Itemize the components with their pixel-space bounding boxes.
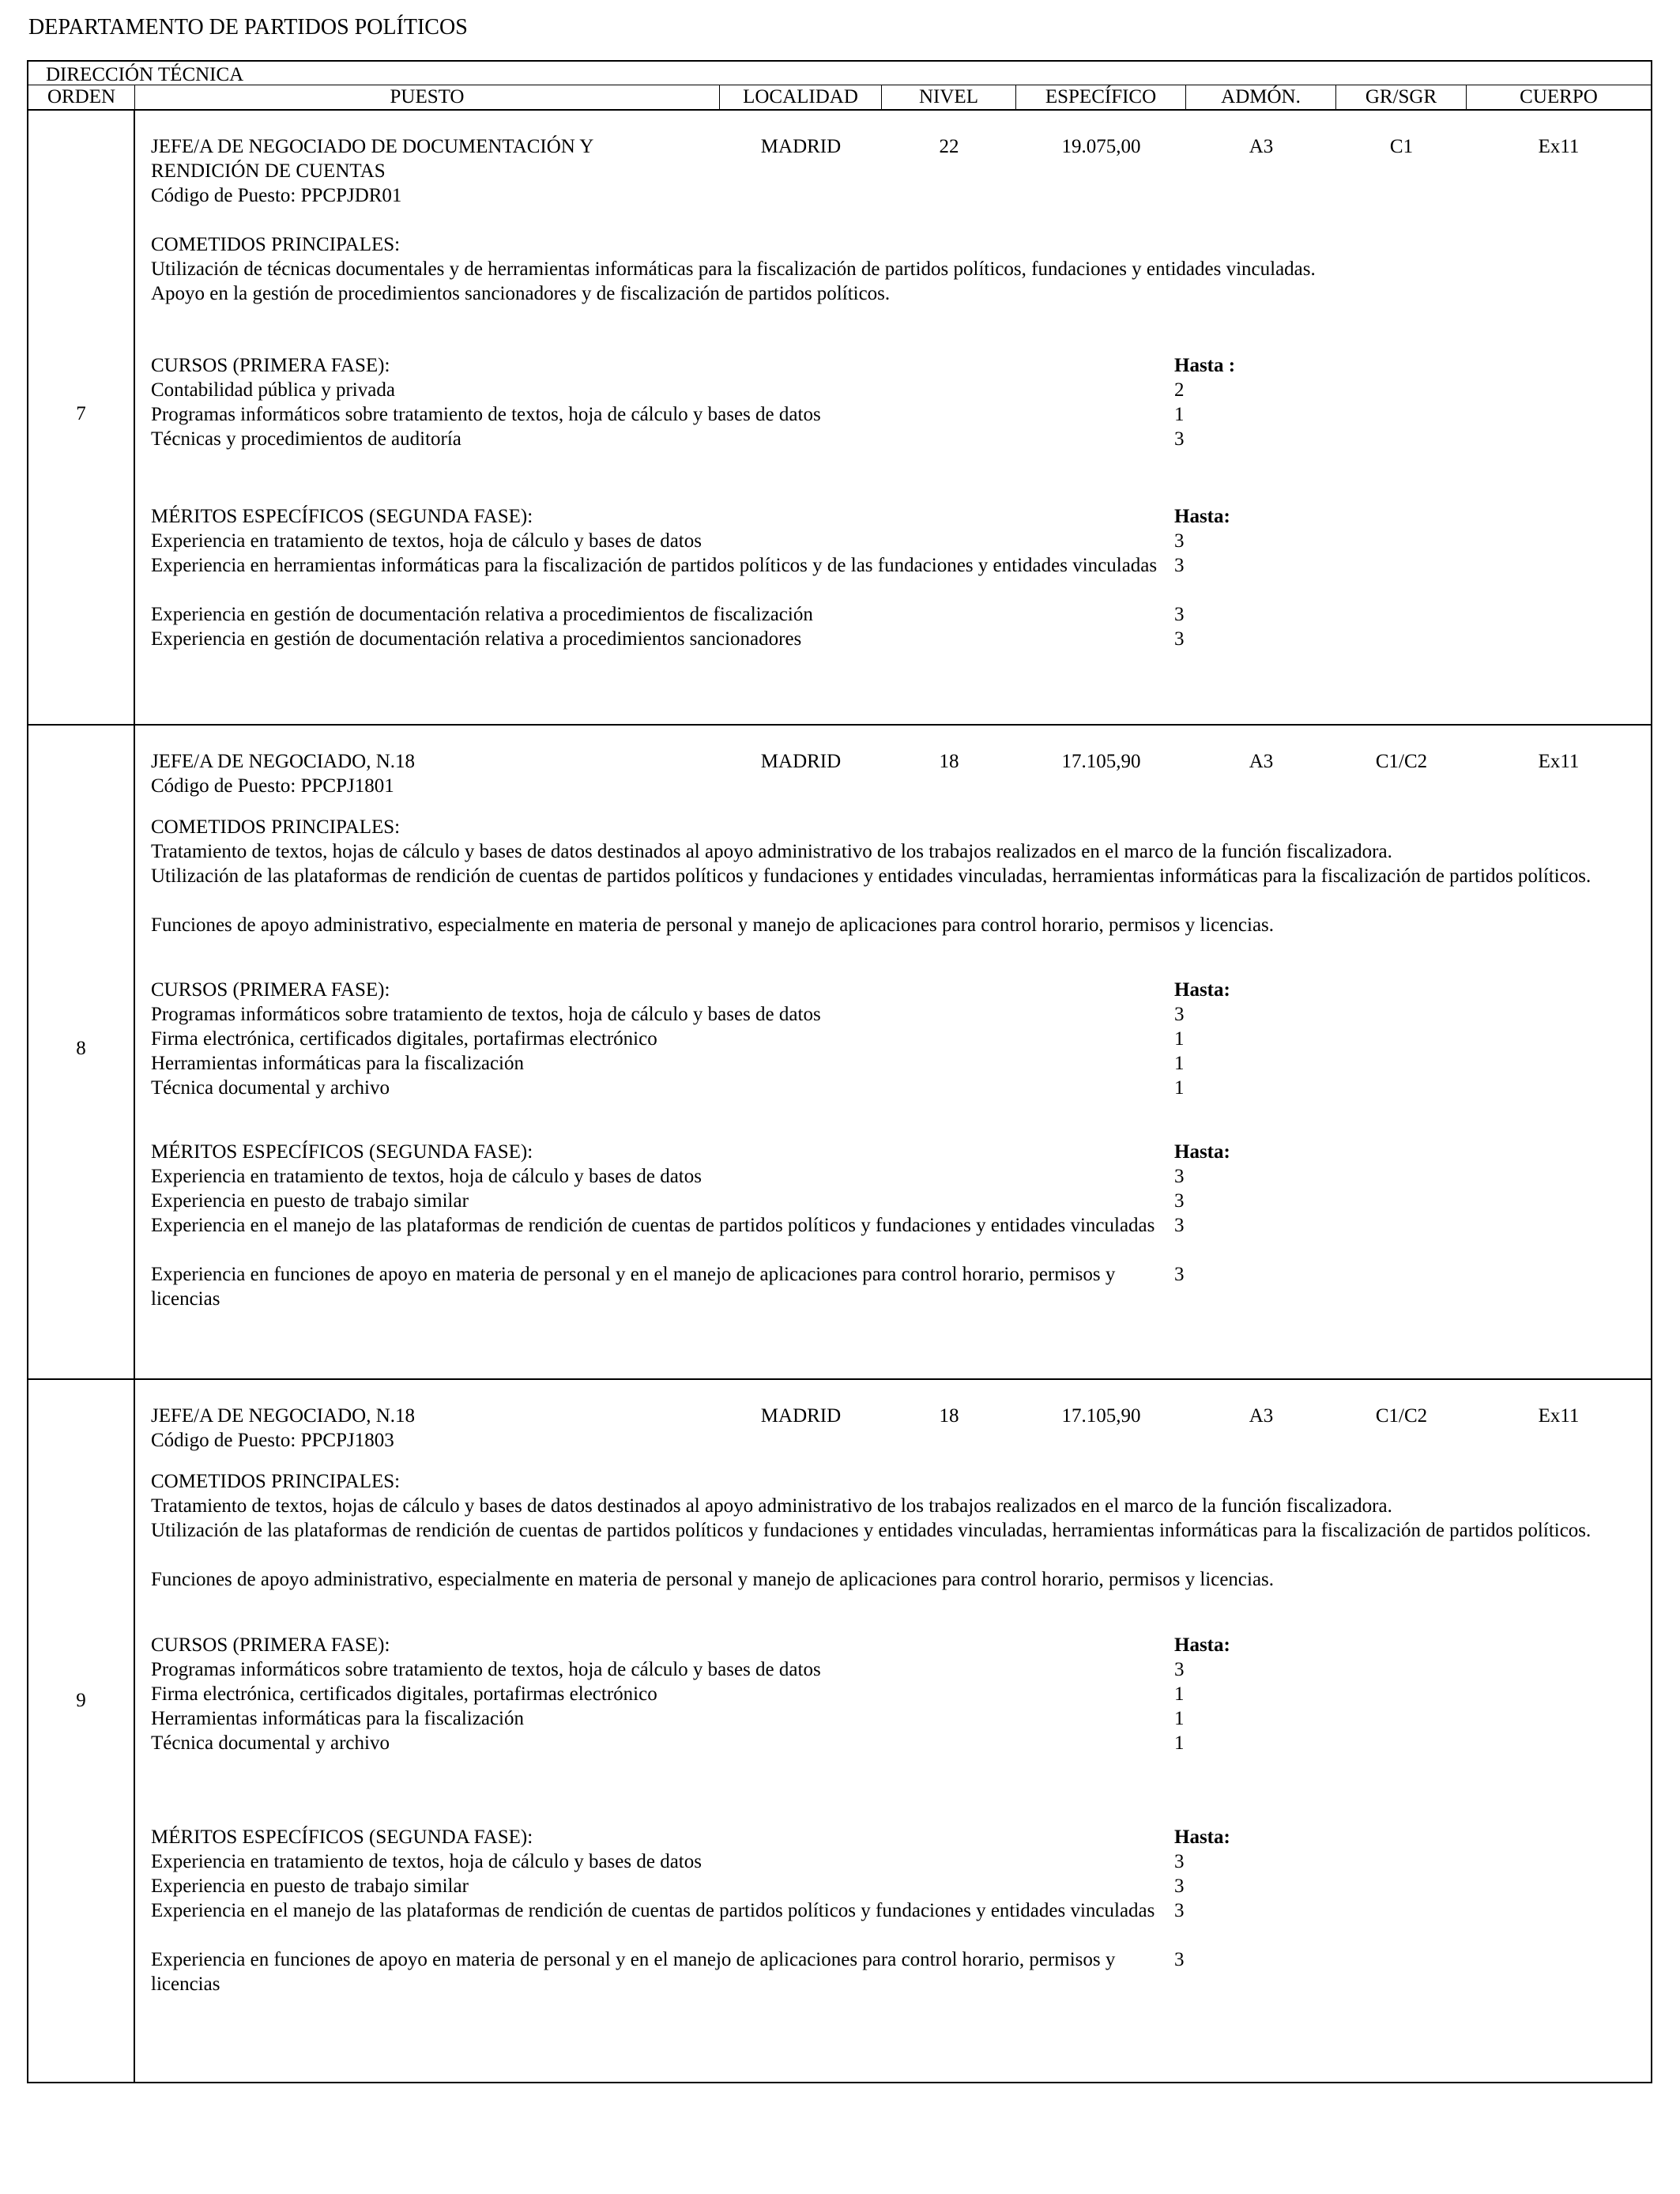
orden-value: 9 <box>76 1690 86 1711</box>
curso-score: 1 <box>1174 1708 1185 1729</box>
orden-value: 7 <box>76 403 86 424</box>
merito-score: 3 <box>1174 1851 1185 1872</box>
merito-item: Experiencia en tratamiento de textos, hoja de cálculo y bases de datos <box>151 1166 702 1187</box>
cursos-heading: CURSOS (PRIMERA FASE): <box>151 355 390 376</box>
merito-item: Experiencia en funciones de apoyo en materia de personal y en el manejo de aplicaciones para control horario, permisos y licencias <box>151 1949 1116 1995</box>
localidad-value: MADRID <box>760 751 842 772</box>
merito-score: 3 <box>1174 604 1185 625</box>
column-header-row <box>28 85 1651 111</box>
merito-item: Experiencia en herramientas informáticas para la fiscalización de partidos políticos y de las fundaciones y entidades vinculadas <box>151 555 1158 576</box>
orden-cell <box>28 1380 135 2082</box>
curso-score: 3 <box>1174 1004 1185 1025</box>
merito-score: 3 <box>1174 1190 1185 1212</box>
merito-item: Experiencia en el manejo de las plataformas de rendición de cuentas de partidos políticos y fundaciones y entidades vinculadas <box>151 1215 1155 1236</box>
cometidos-heading: COMETIDOS PRINCIPALES: <box>151 1471 401 1492</box>
curso-score: 1 <box>1174 1077 1185 1099</box>
section-title: DIRECCIÓN TÉCNICA <box>46 64 244 85</box>
column-header-localidad: LOCALIDAD <box>720 85 882 109</box>
meritos-heading: MÉRITOS ESPECÍFICOS (SEGUNDA FASE): <box>151 1141 533 1163</box>
curso-item: Técnicas y procedimientos de auditoría <box>151 428 461 450</box>
table-row <box>28 111 1651 726</box>
curso-score: 3 <box>1174 1659 1185 1680</box>
admon-value: A3 <box>1249 136 1274 157</box>
puesto-title: JEFE/A DE NEGOCIADO, N.18 <box>151 1405 416 1427</box>
column-header-orden: ORDEN <box>28 85 135 109</box>
merito-item: Experiencia en el manejo de las plataformas de rendición de cuentas de partidos políticos y fundaciones y entidades vinculadas <box>151 1900 1155 1921</box>
merito-item: Experiencia en puesto de trabajo similar <box>151 1875 469 1897</box>
meritos-hasta-label: Hasta: <box>1174 1826 1230 1848</box>
column-header-cuerpo: CUERPO <box>1520 86 1598 107</box>
meritos-hasta-label: Hasta: <box>1174 506 1230 527</box>
puesto-code: Código de Puesto: PPCPJ1801 <box>151 775 394 797</box>
curso-item: Programas informáticos sobre tratamiento de textos, hoja de cálculo y bases de datos <box>151 1659 821 1680</box>
curso-item: Contabilidad pública y privada <box>151 379 395 401</box>
especifico-value: 17.105,90 <box>1061 1405 1141 1427</box>
curso-item: Programas informáticos sobre tratamiento de textos, hoja de cálculo y bases de datos <box>151 404 821 425</box>
merito-score: 3 <box>1174 530 1185 552</box>
curso-item: Técnica documental y archivo <box>151 1077 390 1099</box>
orden-cell <box>28 111 135 724</box>
cursos-hasta-label: Hasta: <box>1174 1634 1230 1656</box>
meritos-hasta-label: Hasta: <box>1174 1141 1230 1163</box>
curso-item: Firma electrónica, certificados digitales, portafirmas electrónico <box>151 1028 657 1050</box>
column-header-puesto: PUESTO <box>135 85 720 109</box>
merito-score: 3 <box>1174 1949 1185 1970</box>
puesto-title: JEFE/A DE NEGOCIADO DE DOCUMENTACIÓN Y RENDICIÓN DE CUENTAS <box>151 136 593 182</box>
cometido-item: Tratamiento de textos, hojas de cálculo y bases de datos destinados al apoyo administrativo de los trabajos realizados en el marco de la función fiscalizadora. <box>151 841 1392 862</box>
cometidos-heading: COMETIDOS PRINCIPALES: <box>151 234 401 255</box>
page-title: DEPARTAMENTO DE PARTIDOS POLÍTICOS <box>28 15 468 40</box>
puesto-code: Código de Puesto: PPCPJDR01 <box>151 185 402 206</box>
cursos-heading: CURSOS (PRIMERA FASE): <box>151 1634 390 1656</box>
curso-score: 1 <box>1174 1732 1185 1754</box>
merito-score: 3 <box>1174 628 1185 650</box>
cuerpo-value: Ex11 <box>1538 1405 1580 1427</box>
curso-item: Firma electrónica, certificados digitales, portafirmas electrónico <box>151 1683 657 1705</box>
admon-value: A3 <box>1249 751 1274 772</box>
merito-score: 3 <box>1174 555 1185 576</box>
admon-value: A3 <box>1249 1405 1274 1427</box>
orden-value: 8 <box>76 1038 86 1059</box>
cuerpo-value: Ex11 <box>1538 751 1580 772</box>
curso-item: Programas informáticos sobre tratamiento de textos, hoja de cálculo y bases de datos <box>151 1004 821 1025</box>
localidad-value: MADRID <box>760 136 842 157</box>
curso-score: 1 <box>1174 1028 1185 1050</box>
merito-item: Experiencia en tratamiento de textos, hoja de cálculo y bases de datos <box>151 530 702 552</box>
merito-item: Experiencia en gestión de documentación relativa a procedimientos de fiscalización <box>151 604 813 625</box>
merito-item: Experiencia en gestión de documentación relativa a procedimientos sancionadores <box>151 628 802 650</box>
nivel-value: 18 <box>939 1405 959 1427</box>
cometido-item: Apoyo en la gestión de procedimientos sancionadores y de fiscalización de partidos políticos. <box>151 283 891 304</box>
cuerpo-value: Ex11 <box>1538 136 1580 157</box>
merito-score: 3 <box>1174 1166 1185 1187</box>
curso-score: 3 <box>1174 428 1185 450</box>
merito-score: 3 <box>1174 1875 1185 1897</box>
cursos-hasta-label: Hasta : <box>1174 355 1236 376</box>
puesto-title: JEFE/A DE NEGOCIADO, N.18 <box>151 751 416 772</box>
curso-score: 2 <box>1174 379 1185 401</box>
merito-item: Experiencia en funciones de apoyo en materia de personal y en el manejo de aplicaciones para control horario, permisos y licencias <box>151 1264 1116 1310</box>
positions-table <box>27 60 1652 2083</box>
cometido-item: Utilización de técnicas documentales y de herramientas informáticas para la fiscalización de partidos políticos, fundaciones y entidades vinculadas. <box>151 258 1316 280</box>
merito-score: 3 <box>1174 1264 1185 1285</box>
especifico-value: 17.105,90 <box>1061 751 1141 772</box>
curso-score: 1 <box>1174 1683 1185 1705</box>
merito-score: 3 <box>1174 1215 1185 1236</box>
merito-score: 3 <box>1174 1900 1185 1921</box>
column-header-admon: ADMÓN. <box>1186 85 1336 109</box>
section-header <box>28 62 1651 85</box>
column-header-especifico: ESPECÍFICO <box>1016 85 1186 109</box>
orden-cell <box>28 726 135 1378</box>
cometido-item: Utilización de las plataformas de rendición de cuentas de partidos políticos y fundaciones y entidades vinculadas, herramientas informáticas para la fiscalización de partidos políticos. <box>151 865 1591 887</box>
cometido-item: Funciones de apoyo administrativo, especialmente en materia de personal y manejo de aplicaciones para control horario, permisos y licencias. <box>151 914 1275 936</box>
table-row <box>28 1380 1651 2082</box>
curso-score: 1 <box>1174 404 1185 425</box>
cometido-item: Utilización de las plataformas de rendición de cuentas de partidos políticos y fundaciones y entidades vinculadas, herramientas informáticas para la fiscalización de partidos políticos. <box>151 1520 1591 1541</box>
meritos-heading: MÉRITOS ESPECÍFICOS (SEGUNDA FASE): <box>151 1826 533 1848</box>
nivel-value: 18 <box>939 751 959 772</box>
puesto-code: Código de Puesto: PPCPJ1803 <box>151 1430 394 1451</box>
curso-score: 1 <box>1174 1053 1185 1074</box>
table-row <box>28 726 1651 1380</box>
column-header-gr-sgr: GR/SGR <box>1336 85 1467 109</box>
cursos-hasta-label: Hasta: <box>1174 979 1230 1001</box>
gr-sgr-value: C1/C2 <box>1375 751 1428 772</box>
cometido-item: Tratamiento de textos, hojas de cálculo y bases de datos destinados al apoyo administrativo de los trabajos realizados en el marco de la función fiscalizadora. <box>151 1495 1392 1517</box>
cursos-heading: CURSOS (PRIMERA FASE): <box>151 979 390 1001</box>
gr-sgr-value: C1 <box>1389 136 1414 157</box>
column-header-nivel: NIVEL <box>882 85 1016 109</box>
curso-item: Técnica documental y archivo <box>151 1732 390 1754</box>
curso-item: Herramientas informáticas para la fiscalización <box>151 1053 524 1074</box>
localidad-value: MADRID <box>760 1405 842 1427</box>
especifico-value: 19.075,00 <box>1061 136 1141 157</box>
nivel-value: 22 <box>939 136 959 157</box>
cometido-item: Funciones de apoyo administrativo, especialmente en materia de personal y manejo de aplicaciones para control horario, permisos y licencias. <box>151 1569 1275 1590</box>
merito-item: Experiencia en puesto de trabajo similar <box>151 1190 469 1212</box>
curso-item: Herramientas informáticas para la fiscalización <box>151 1708 524 1729</box>
meritos-heading: MÉRITOS ESPECÍFICOS (SEGUNDA FASE): <box>151 506 533 527</box>
merito-item: Experiencia en tratamiento de textos, hoja de cálculo y bases de datos <box>151 1851 702 1872</box>
cometidos-heading: COMETIDOS PRINCIPALES: <box>151 816 401 838</box>
gr-sgr-value: C1/C2 <box>1375 1405 1428 1427</box>
